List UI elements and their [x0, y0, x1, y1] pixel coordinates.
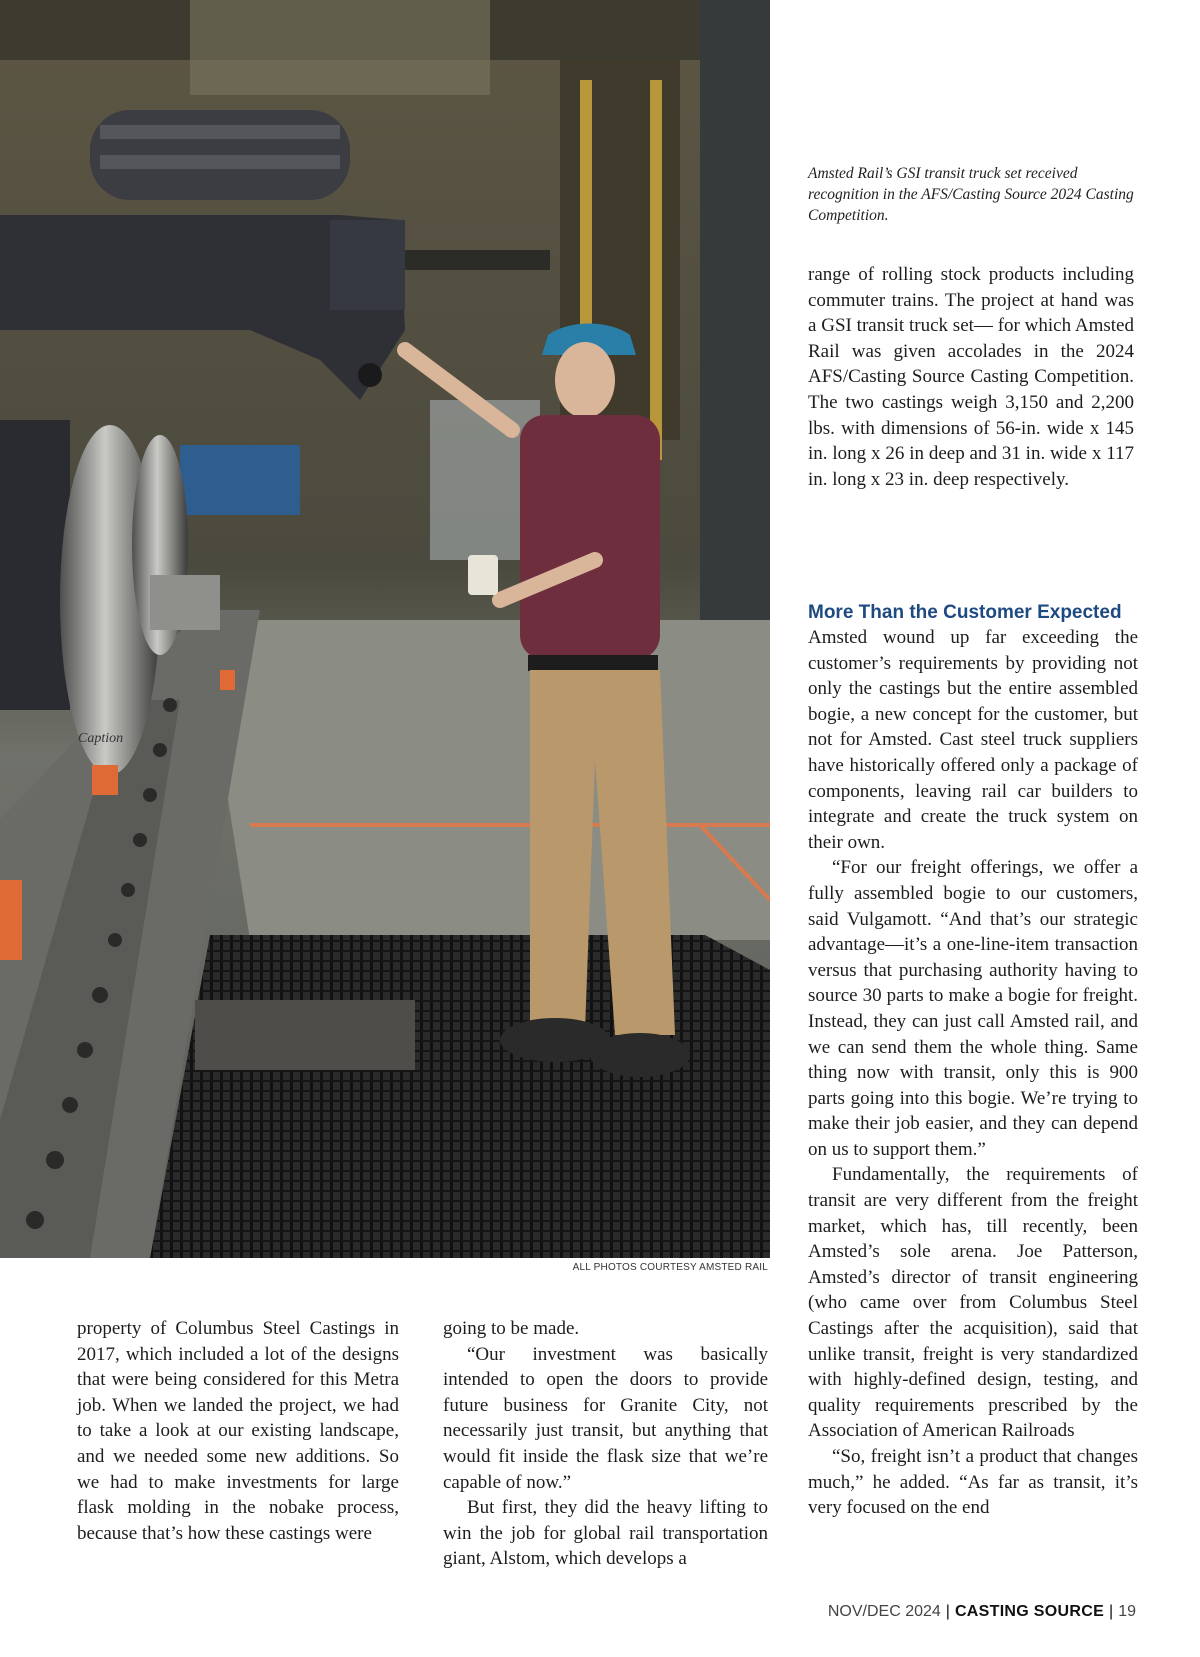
footer-divider: |	[945, 1603, 950, 1620]
magazine-name: CASTING SOURCE	[954, 1603, 1105, 1620]
paragraph: Amsted wound up far exceeding the customer’s requirements by providing not only the castings but the entire assembled bogie, a new concept for the customer, but not for Amsted. Cast steel truck suppliers have historically offered only a package of components, leaving rail car builders to integrate and create the truck system on their own.	[808, 627, 1138, 853]
section-subhead: More Than the Customer Expected	[808, 602, 1122, 623]
paragraph: range of rolling stock products including commuter trains. The project at hand was a GSI transit truck set— for which Amsted Rail was given accolades in the 2024 AFS/Casting Source Casting Competition. The two castings weigh 3,150 and 2,200 lbs. with dimensions of 56-in. wide x 145 in. long x 26 in deep and 31 in. wide x 117 in. long x 23 in. deep respectively.	[808, 264, 1134, 490]
paper-cup	[468, 555, 498, 595]
paragraph: But first, they did the heavy lifting to win the job for global rail transportation giant, Alstom, which develops a	[443, 1497, 768, 1570]
article-column-1	[77, 1316, 399, 1546]
paragraph: “Our investment was basically intended to open the doors to provide future business for Granite City, not necessarily just transit, but anything that would fit inside the flask size that we’re capable of now.”	[443, 1343, 768, 1493]
foundry-scene-illustration	[0, 0, 770, 1258]
footer-divider: |	[1109, 1603, 1114, 1620]
article-column-3-bottom	[808, 600, 1138, 1521]
paragraph: property of Columbus Steel Castings in 2017, which included a lot of the designs that were being considered for this Metra job. When we landed the project, we had to take a look at our existing landscape, and we needed some new additions. So we had to make investments for large flask molding in the nobake process, because that’s how these castings were	[77, 1318, 399, 1544]
feature-photo	[0, 0, 770, 1258]
article-column-2	[443, 1316, 768, 1572]
paragraph: going to be made.	[443, 1318, 580, 1339]
blue-machine	[180, 445, 300, 515]
floor-grate	[150, 935, 770, 1258]
article-column-3-top	[808, 262, 1134, 492]
photo-credit: ALL PHOTOS COURTESY AMSTED RAIL	[572, 1262, 768, 1273]
paragraph: Fundamentally, the requirements of transit are very different from the freight market, which has, till recently, been Amsted’s sole arena. Joe Patterson, Amsted’s director of transit engineering (who came over from Columbus Steel Castings after the acquisition), said that unlike transit, freight is very standardized with highly-defined design, testing, and quality requirements prescribed by the Association of American Railroads	[808, 1164, 1138, 1442]
page-footer	[828, 1603, 1136, 1621]
floor	[200, 620, 770, 940]
photo-caption: Amsted Rail’s GSI transit truck set received recognition in the AFS/Casting Source 2024 Casting Competition.	[808, 165, 1134, 224]
maroon-shirt	[520, 415, 660, 660]
photo-caption-label: Caption	[78, 731, 124, 746]
bogie-side	[0, 420, 70, 710]
paragraph: “So, freight isn’t a product that changes much,” he added. “As far as transit, it’s very focused on the end	[808, 1446, 1138, 1519]
issue-date: NOV/DEC 2024	[827, 1603, 941, 1620]
paragraph: “For our freight offerings, we offer a fully assembled bogie to our customers, said Vulgamott. “And that’s our strategic advantage—it’s a one-line-item transaction versus that purchasing authority having to source 30 parts to make a bogie for freight. Instead, they can just call Amsted rail, and we can send them the whole thing. Same thing now with transit, only this is 900 parts going into this bogie. We’re trying to make their job easier, and they can depend on us to support them.”	[808, 857, 1138, 1160]
page-number: 19	[1118, 1603, 1136, 1620]
